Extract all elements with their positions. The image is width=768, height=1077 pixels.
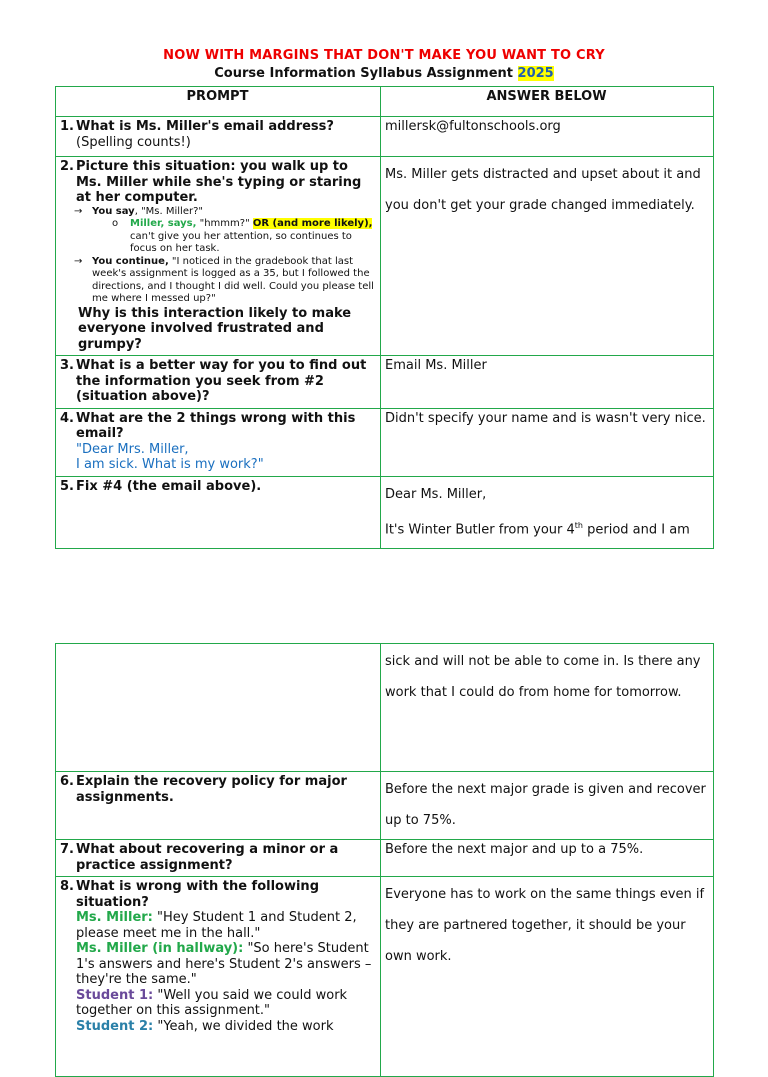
syllabus-table-page-1 <box>55 86 714 549</box>
prompt-header: PROMPT <box>56 87 381 117</box>
table-row <box>56 356 714 409</box>
question-cell <box>56 476 381 548</box>
answer-text: Before the next major grade is given and recover up to 75%. <box>385 782 706 828</box>
answer-cell[interactable] <box>381 877 714 1077</box>
question-cell <box>56 356 381 409</box>
answer-text: Didn't specify your name and is wasn't very nice. <box>385 410 706 426</box>
answer-text: Everyone has to work on the same things even if they are partnered together, it should be your own work. <box>385 887 705 964</box>
question-cell-continued <box>56 644 381 772</box>
answer-text: sick and will not be able to come in. Is there any work that I could do from home for tomorrow. <box>385 654 701 700</box>
table-row <box>56 117 714 157</box>
table-row <box>56 644 714 772</box>
answer-cell[interactable] <box>381 117 714 157</box>
question-note: (Spelling counts!) <box>76 134 191 150</box>
question-text: Picture this situation: you walk up to Ms. Miller while she's typing or staring at her computer. <box>76 159 362 205</box>
table-row <box>56 408 714 476</box>
question-cell <box>56 877 381 1077</box>
answer-cell[interactable] <box>381 476 714 548</box>
syllabus-table-page-2 <box>55 643 714 1077</box>
answer-cell[interactable] <box>381 644 714 772</box>
answer-line: Dear Ms. Miller, <box>385 486 487 502</box>
answer-text: Before the next major and up to a 75%. <box>385 842 644 857</box>
bullet-label: You continue, <box>92 255 169 267</box>
answer-line: It's Winter Butler from your 4th period and I am <box>385 520 690 537</box>
question-number: 5. <box>60 478 74 494</box>
bullet-text: "I noticed in the gradebook that last week's assignment is logged as a 35, but I followed the directions, and I thought I did well. Could you please tell me where I messed up?" <box>92 255 374 304</box>
table-row <box>56 476 714 548</box>
question-cell <box>56 840 381 877</box>
answer-text: Email Ms. Miller <box>385 358 487 373</box>
table-row <box>56 157 714 356</box>
answer-cell[interactable] <box>381 840 714 877</box>
arrow-bullet-icon: → <box>74 205 83 217</box>
banner-heading: NOW WITH MARGINS THAT DON'T MAKE YOU WANT TO CRY <box>163 48 605 63</box>
question-text: What is wrong with the following situation? <box>76 879 319 910</box>
document-title <box>0 66 768 81</box>
question-text: What is Ms. Miller's email address? <box>76 119 334 134</box>
question-text: What are the 2 things wrong with this email? <box>76 410 356 441</box>
question-number: 6. <box>60 774 74 789</box>
bullet-label: You say <box>92 205 135 217</box>
question-cell <box>56 772 381 840</box>
email-line: "Dear Mrs. Miller, <box>76 441 189 457</box>
answer-header: ANSWER BELOW <box>381 87 714 117</box>
question-number: 8. <box>60 879 74 894</box>
table-row <box>56 772 714 840</box>
question-number: 2. <box>60 159 74 174</box>
title-year: 2025 <box>517 66 554 81</box>
dialogue-line: Student 1: "Well you said we could work together on this assignment." <box>76 987 348 1018</box>
question-cell <box>56 157 381 356</box>
question-number: 1. <box>60 119 74 134</box>
table-header-row <box>56 87 714 117</box>
bullet-text: can't give you her attention, so continues to focus on her task. <box>130 230 352 254</box>
question-text: What about recovering a minor or a practice assignment? <box>76 842 339 873</box>
answer-cell[interactable] <box>381 356 714 409</box>
highlight-text: OR (and more likely), <box>252 218 373 229</box>
answer-cell[interactable] <box>381 772 714 840</box>
question-text: Fix #4 (the email above). <box>76 478 262 494</box>
question-number: 3. <box>60 358 74 373</box>
table-row <box>56 877 714 1077</box>
answer-cell[interactable] <box>381 157 714 356</box>
circle-bullet-icon: o <box>112 218 119 229</box>
title-text: Course Information Syllabus Assignment <box>214 66 514 81</box>
quote-text: "hmmm?" <box>196 218 253 229</box>
question-text: Explain the recovery policy for major assignments. <box>76 774 347 805</box>
dialogue-line: Ms. Miller (in hallway): "So here's Student 1's answers and here's Student 2's answers – they're the same." <box>76 941 372 987</box>
table-row <box>56 840 714 877</box>
dialogue-line: Ms. Miller: "Hey Student 1 and Student 2, please meet me in the hall." <box>76 910 357 941</box>
bullet-text: , "Ms. Miller?" <box>134 205 204 217</box>
answer-cell[interactable] <box>381 408 714 476</box>
speaker-name: Miller, says, <box>130 218 197 229</box>
arrow-bullet-icon: → <box>74 255 83 267</box>
email-line: I am sick. What is my work?" <box>76 457 264 472</box>
answer-text: millersk@fultonschools.org <box>385 119 561 134</box>
question-cell <box>56 408 381 476</box>
answer-text: Ms. Miller gets distracted and upset about it and you don't get your grade changed immediately. <box>385 167 701 213</box>
question-text: What is a better way for you to find out the information you seek from #2 (situation above)? <box>76 358 367 404</box>
question-cell <box>56 117 381 157</box>
question-number: 4. <box>60 410 74 426</box>
question-number: 7. <box>60 842 74 857</box>
question-followup: Why is this interaction likely to make everyone involved frustrated and grumpy? <box>78 305 352 352</box>
dialogue-line: Student 2: "Yeah, we divided the work <box>76 1018 334 1034</box>
